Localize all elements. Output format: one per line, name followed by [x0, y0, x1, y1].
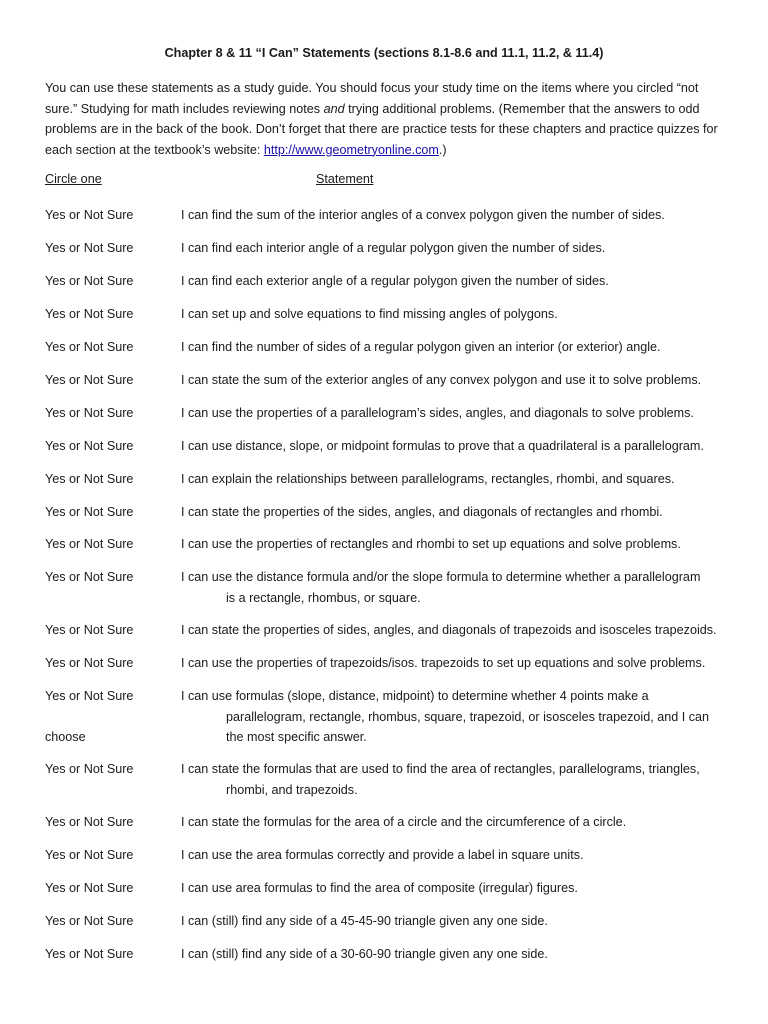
circle-one-header: Circle one: [45, 172, 102, 186]
statement-line: I can use the distance formula and/or the slope formula to determine whether a parallelogram: [181, 570, 701, 584]
statement-text: [181, 567, 726, 608]
circle-choice[interactable]: Yes or Not Sure: [45, 340, 134, 354]
statement-line: I can state the properties of the sides, angles, and diagonals of rectangles and rhombi.: [181, 505, 663, 519]
circle-choice[interactable]: Yes or Not Sure: [45, 505, 134, 519]
intro-paragraph: [45, 78, 725, 160]
statement-line: I can use the properties of a parallelogram’s sides, angles, and diagonals to solve problems.: [181, 406, 694, 420]
statement-text: [181, 686, 726, 748]
statement-line: I can find the number of sides of a regular polygon given an interior (or exterior) angle.: [181, 340, 661, 354]
statement-continuation-line: the most specific answer.: [226, 730, 367, 744]
circle-choice[interactable]: Yes or Not Sure: [45, 914, 134, 928]
statement-continuation-line: is a rectangle, rhombus, or square.: [226, 590, 421, 605]
statement-text: [181, 436, 726, 457]
statement-text: [181, 944, 726, 965]
statement-line: I can use area formulas to find the area of composite (irregular) figures.: [181, 881, 578, 895]
textbook-website-link[interactable]: http://www.geometryonline.com: [263, 142, 439, 157]
circle-choice[interactable]: Yes or Not Sure: [45, 307, 134, 321]
statement-text: [181, 337, 726, 358]
circle-choice[interactable]: Yes or Not Sure: [45, 241, 134, 255]
statement-text: [181, 653, 726, 674]
statement-line: I can use the area formulas correctly and provide a label in square units.: [181, 848, 584, 862]
circle-choice[interactable]: Yes or Not Sure: [45, 656, 134, 670]
statement-text: [181, 620, 726, 641]
circle-choice[interactable]: Yes or Not Sure: [45, 570, 134, 584]
statement-line: I can set up and solve equations to find missing angles of polygons.: [181, 307, 558, 321]
circle-choice[interactable]: Yes or Not Sure: [45, 623, 134, 637]
intro-text-3: .): [438, 142, 447, 157]
statement-line: I can state the sum of the exterior angles of any convex polygon and use it to solve problems.: [181, 373, 702, 387]
circle-choice[interactable]: Yes or Not Sure: [45, 406, 134, 420]
circle-choice[interactable]: Yes or Not Sure: [45, 439, 134, 453]
circle-choice[interactable]: Yes or Not Sure: [45, 208, 134, 222]
statement-line: I can state the properties of sides, angles, and diagonals of trapezoids and isosceles trapezoids.: [181, 623, 717, 637]
intro-text-1: You can use these statements as a study guide. You should focus your study time on the items where you circled “not sure.” Studying for math includes reviewing notes: [45, 81, 699, 116]
statement-text: [181, 370, 726, 391]
statement-text: [181, 878, 726, 899]
statement-line: I can use distance, slope, or midpoint formulas to prove that a quadrilateral is a parallelogram.: [181, 439, 704, 453]
circle-choice[interactable]: Yes or Not Sure: [45, 472, 134, 486]
statement-line: I can find the sum of the interior angles of a convex polygon given the number of sides.: [181, 208, 665, 222]
circle-choice[interactable]: Yes or Not Sure: [45, 947, 134, 961]
statement-line: I can find each exterior angle of a regular polygon given the number of sides.: [181, 274, 609, 288]
statement-text: [181, 759, 726, 800]
statement-continuation-line: rhombi, and trapezoids.: [226, 782, 358, 797]
statement-text: [181, 534, 726, 555]
statement-line: I can find each interior angle of a regular polygon given the number of sides.: [181, 241, 606, 255]
statement-line: I can state the formulas that are used to find the area of rectangles, parallelograms, triangles,: [181, 762, 700, 776]
statement-header: Statement: [316, 172, 374, 186]
stray-word: choose: [45, 730, 86, 744]
circle-choice[interactable]: Yes or Not Sure: [45, 373, 134, 387]
statement-line: I can state the formulas for the area of a circle and the circumference of a circle.: [181, 815, 627, 829]
circle-choice[interactable]: Yes or Not Sure: [45, 689, 134, 703]
statement-line: I can explain the relationships between parallelograms, rectangles, rhombi, and squares.: [181, 472, 675, 486]
statement-text: [181, 304, 726, 325]
intro-text-2: trying additional problems. (Remember that the answers to odd problems are in the back of the book. Don’t forget that there are practice tests for these chapters and practice quizzes for each section at the textbook’s website:: [45, 101, 718, 157]
circle-choice[interactable]: Yes or Not Sure: [45, 815, 134, 829]
statement-text: [181, 812, 726, 833]
statement-line: I can use the properties of trapezoids/isos. trapezoids to set up equations and solve problems.: [181, 656, 706, 670]
statement-line: I can (still) find any side of a 45-45-90 triangle given any one side.: [181, 914, 548, 928]
statement-continuation-line: parallelogram, rectangle, rhombus, square, trapezoid, or isosceles trapezoid, and I can: [226, 709, 710, 724]
circle-choice[interactable]: Yes or Not Sure: [45, 537, 134, 551]
circle-choice[interactable]: Yes or Not Sure: [45, 848, 134, 862]
circle-choice[interactable]: Yes or Not Sure: [45, 762, 134, 776]
statement-line: I can use formulas (slope, distance, midpoint) to determine whether 4 points make a: [181, 689, 649, 703]
statement-text: [181, 238, 726, 259]
statement-text: [181, 205, 726, 226]
statement-text: [181, 845, 726, 866]
circle-choice[interactable]: Yes or Not Sure: [45, 881, 134, 895]
intro-emphasis: and: [323, 101, 345, 116]
statement-line: I can (still) find any side of a 30-60-90 triangle given any one side.: [181, 947, 548, 961]
statement-text: [181, 469, 726, 490]
statement-text: [181, 403, 726, 424]
statement-text: [181, 502, 726, 523]
statement-text: [181, 271, 726, 292]
statement-text: [181, 911, 726, 932]
statement-line: I can use the properties of rectangles and rhombi to set up equations and solve problems.: [181, 537, 681, 551]
page-title: Chapter 8 & 11 “I Can” Statements (sections 8.1-8.6 and 11.1, 11.2, & 11.4): [164, 46, 604, 60]
circle-choice[interactable]: Yes or Not Sure: [45, 274, 134, 288]
